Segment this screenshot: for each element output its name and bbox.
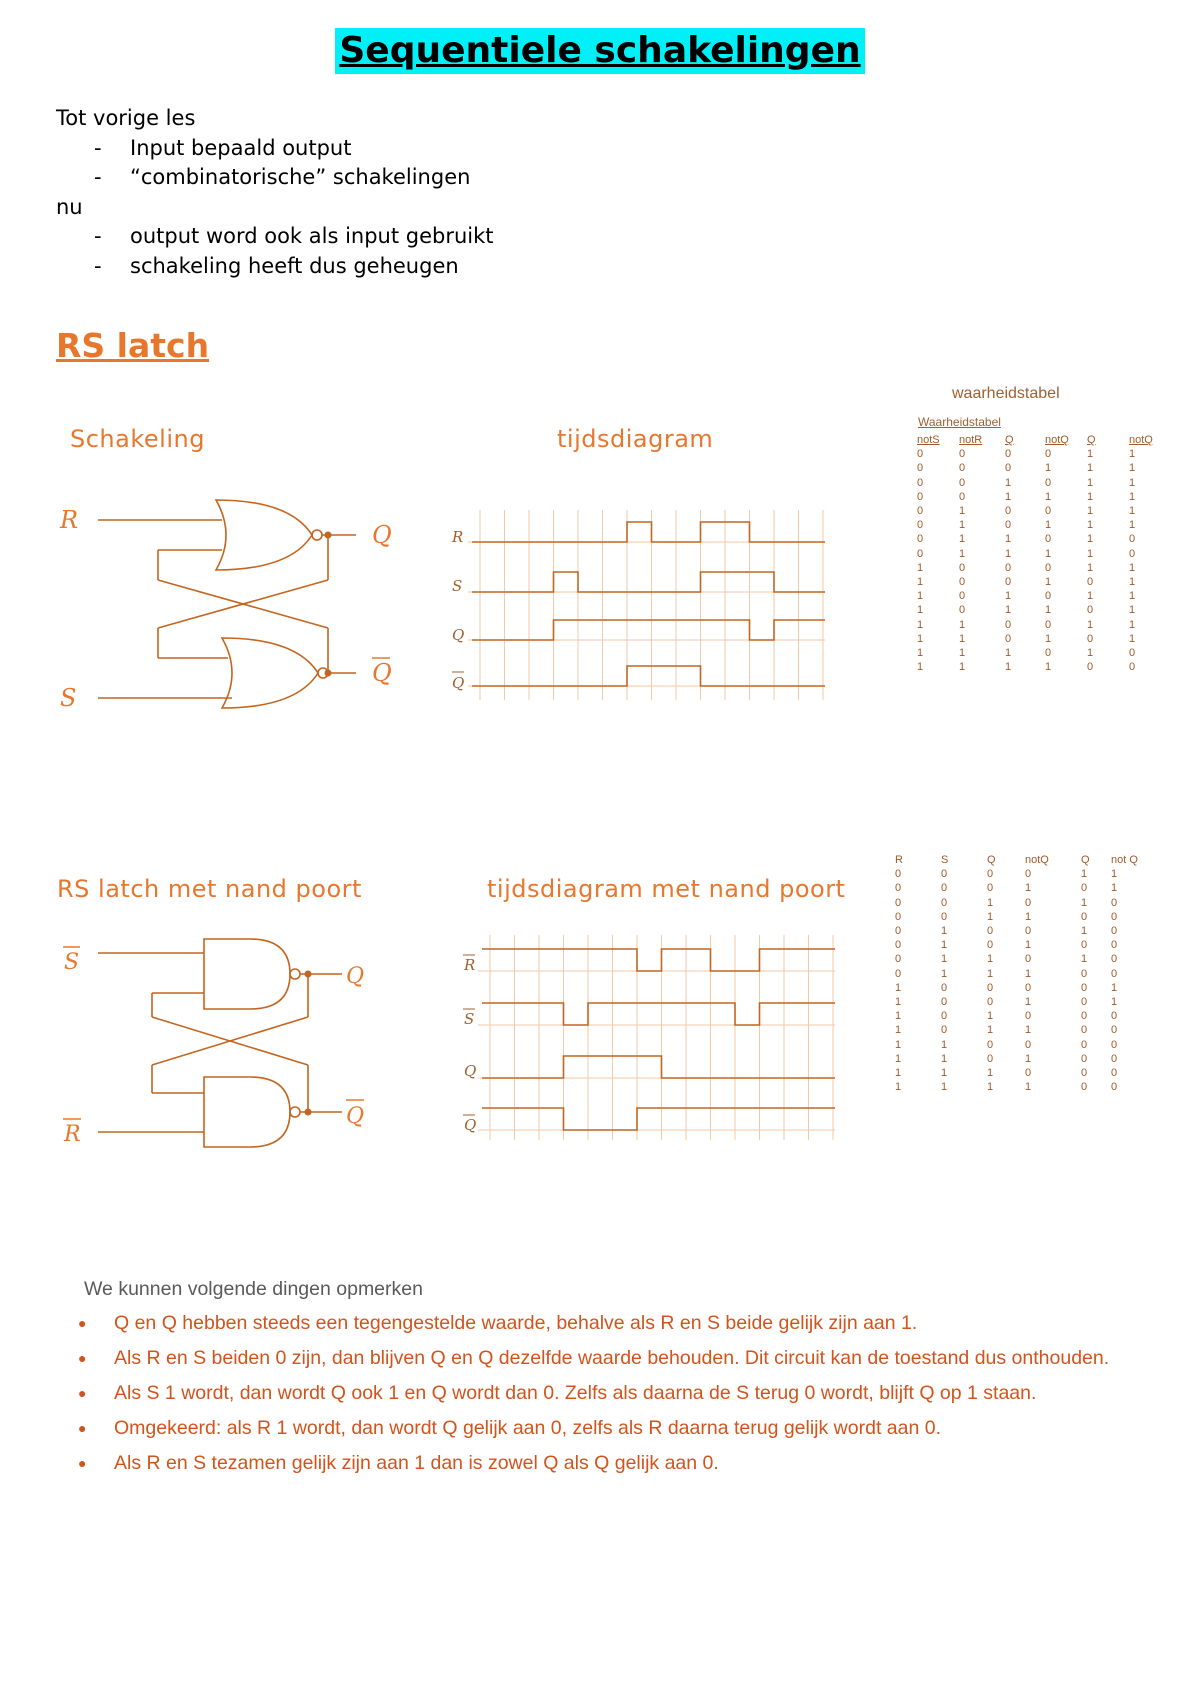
table-cell: 1: [959, 533, 966, 546]
table-cell: 1: [917, 561, 924, 574]
table-cell: 1: [1087, 476, 1094, 489]
table-row: [895, 1066, 1151, 1080]
table-row: [895, 1009, 1151, 1023]
nand-circuit-diagram: [50, 935, 400, 1155]
note-item: ● Als R en S tezamen gelijk zijn aan 1 dan is zowel Q als Q gelijk aan 0.: [84, 1450, 1174, 1476]
table-cell: 1: [959, 632, 966, 645]
table-cell: 1: [1025, 967, 1032, 980]
table-cell: 0: [1111, 925, 1118, 938]
table-cell: 1: [917, 576, 924, 589]
table-cell: 0: [1045, 618, 1052, 631]
table-cell: 1: [941, 925, 948, 938]
table-cell: 1: [959, 547, 966, 560]
table-row: [917, 547, 1169, 561]
table-header-cell: not Q: [1111, 854, 1138, 866]
table-cell: 0: [1111, 1067, 1118, 1080]
table-cell: 1: [1005, 604, 1012, 617]
nand-output-top: Q: [346, 964, 365, 989]
table-cell: 0: [1111, 967, 1118, 980]
table-cell: 0: [1045, 647, 1052, 660]
table-cell: 1: [1087, 490, 1094, 503]
intro-bullet: - output word ook als input gebruikt: [94, 224, 494, 248]
table-cell: 1: [1045, 576, 1052, 589]
table-cell: 1: [895, 1024, 902, 1037]
table-cell: 1: [1005, 490, 1012, 503]
table-cell: 0: [1129, 647, 1136, 660]
timing-waveform: [482, 1056, 835, 1078]
table-cell: 0: [1005, 632, 1012, 645]
table-cell: 0: [987, 981, 994, 994]
table-cell: 1: [917, 647, 924, 660]
nand-circuit-label: RS latch met nand poort: [57, 875, 362, 903]
table-cell: 1: [895, 1081, 902, 1094]
table-cell: 0: [941, 896, 948, 909]
table-cell: 0: [1005, 561, 1012, 574]
table-cell: 0: [1111, 1038, 1118, 1051]
table-cell: 1: [959, 618, 966, 631]
table-cell: 0: [1111, 1052, 1118, 1065]
table-cell: 1: [1045, 661, 1052, 674]
table-cell: 0: [1081, 1024, 1088, 1037]
note-item: ● Omgekeerd: als R 1 wordt, dan wordt Q gelijk aan 0, zelfs als R daarna terug gelijk wordt aan 0.: [84, 1415, 1174, 1441]
table-cell: 1: [1025, 910, 1032, 923]
timing-waveform: [482, 1108, 835, 1130]
table-cell: 0: [959, 590, 966, 603]
table-cell: 1: [941, 1038, 948, 1051]
table-cell: 1: [895, 1010, 902, 1023]
table-cell: 0: [895, 939, 902, 952]
table-cell: 0: [1111, 1010, 1118, 1023]
table-cell: 1: [1111, 981, 1118, 994]
table-cell: 0: [1045, 533, 1052, 546]
intro-bullet-text: “combinatorische” schakelingen: [130, 165, 471, 189]
table-header-cell: S: [941, 854, 949, 866]
nor-circuit-diagram: [50, 480, 410, 720]
table-row: [917, 646, 1169, 660]
table-header-cell: notQ: [1025, 854, 1049, 866]
table-cell: 0: [1045, 561, 1052, 574]
table-cell: 1: [1005, 590, 1012, 603]
nor-table-title: waarheidstabel: [952, 385, 1060, 402]
table-cell: 0: [917, 490, 924, 503]
table-cell: 0: [895, 882, 902, 895]
table-cell: 1: [987, 953, 994, 966]
table-cell: 0: [941, 1024, 948, 1037]
nor-input-bottom: S: [60, 684, 77, 712]
table-cell: 1: [1129, 505, 1136, 518]
table-cell: 0: [1045, 448, 1052, 461]
table-cell: 0: [987, 1038, 994, 1051]
table-cell: 1: [1081, 868, 1088, 881]
intro-bullet: - schakeling heeft dus geheugen: [94, 253, 459, 278]
page-title-wrap: [0, 28, 1200, 74]
intro-bullet-text: schakeling heeft dus geheugen: [130, 253, 459, 278]
table-cell: 1: [959, 661, 966, 674]
table-cell: 1: [987, 910, 994, 923]
table-cell: 0: [895, 925, 902, 938]
table-cell: 0: [895, 868, 902, 881]
timing-waveform: [472, 620, 825, 640]
table-cell: 1: [1005, 647, 1012, 660]
table-cell: 0: [1111, 910, 1118, 923]
nand-timing-label: tijdsdiagram met nand poort: [487, 875, 846, 903]
table-row: [895, 1052, 1151, 1066]
table-cell: 1: [1129, 590, 1136, 603]
table-cell: 0: [1081, 1010, 1088, 1023]
table-cell: 1: [959, 647, 966, 660]
table-cell: 0: [917, 448, 924, 461]
table-cell: 0: [987, 882, 994, 895]
table-row: [917, 476, 1169, 490]
nor-output-top: Q: [372, 521, 392, 549]
table-row: [917, 532, 1169, 546]
table-cell: 0: [1087, 661, 1094, 674]
table-cell: 1: [1045, 490, 1052, 503]
table-cell: 1: [895, 1067, 902, 1080]
table-cell: 1: [987, 1010, 994, 1023]
table-cell: 1: [1025, 1052, 1032, 1065]
timing-grid: [478, 935, 835, 1140]
table-cell: 1: [1081, 925, 1088, 938]
intro-bullet-text: output word ook als input gebruikt: [130, 224, 494, 248]
timing-waves: [472, 522, 825, 686]
intro-line-2: nu: [56, 194, 83, 219]
table-cell: 0: [1025, 1038, 1032, 1051]
table-cell: 0: [1129, 547, 1136, 560]
table-cell: 1: [1081, 896, 1088, 909]
timing-label-s: S: [452, 577, 463, 595]
table-cell: 1: [941, 953, 948, 966]
table-cell: 1: [917, 661, 924, 674]
table-cell: 0: [959, 462, 966, 475]
table-cell: 0: [959, 561, 966, 574]
timing-label-q: Q: [452, 626, 465, 644]
table-cell: 0: [1081, 996, 1088, 1009]
table-cell: 0: [1087, 632, 1094, 645]
table-cell: 1: [1025, 1081, 1032, 1094]
nand-input-top: S: [64, 950, 80, 975]
table-cell: 0: [1005, 462, 1012, 475]
table-cell: 1: [959, 505, 966, 518]
nor-output-bottom: Q: [372, 659, 392, 687]
table-cell: 1: [1087, 462, 1094, 475]
nand-output-bottom: Q: [346, 1104, 365, 1129]
table-cell: 0: [917, 476, 924, 489]
section-title: RS latch: [56, 326, 210, 365]
table-cell: 1: [917, 604, 924, 617]
table-cell: 1: [1087, 519, 1094, 532]
table-cell: 1: [1005, 547, 1012, 560]
table-cell: 0: [1005, 618, 1012, 631]
table-cell: 1: [1129, 519, 1136, 532]
table-cell: 1: [941, 1052, 948, 1065]
table-row: [895, 910, 1151, 924]
table-row: [895, 896, 1151, 910]
table-cell: 1: [917, 632, 924, 645]
table-cell: 0: [1081, 981, 1088, 994]
table-cell: 0: [895, 967, 902, 980]
table-cell: 1: [1129, 462, 1136, 475]
timing-label-q: Q: [464, 1062, 477, 1080]
table-row: [895, 981, 1151, 995]
table-cell: 1: [987, 1024, 994, 1037]
table-cell: 0: [895, 953, 902, 966]
table-row: [895, 881, 1151, 895]
intro-bullet: - Input bepaald output: [94, 135, 352, 160]
table-row: [895, 995, 1151, 1009]
table-cell: 1: [941, 967, 948, 980]
table-cell: 0: [941, 996, 948, 1009]
table-cell: 1: [1111, 882, 1118, 895]
table-header-cell: Q: [1087, 434, 1096, 446]
notes-heading: We kunnen volgende dingen opmerken: [84, 1278, 423, 1300]
table-cell: 1: [895, 1038, 902, 1051]
nor-table-subtitle: Waarheidstabel: [918, 415, 1001, 429]
table-cell: 0: [1081, 967, 1088, 980]
table-cell: 0: [1045, 590, 1052, 603]
table-cell: 1: [1005, 533, 1012, 546]
timing-waves: [482, 949, 835, 1130]
nand-input-bottom: R: [64, 1122, 81, 1147]
notes-list: [84, 1310, 1174, 1476]
table-cell: 0: [959, 448, 966, 461]
table-cell: 1: [1025, 882, 1032, 895]
table-cell: 1: [987, 1067, 994, 1080]
timing-label-r: R: [452, 528, 464, 546]
table-cell: 1: [1129, 632, 1136, 645]
table-cell: 0: [917, 519, 924, 532]
table-cell: 0: [1087, 576, 1094, 589]
table-cell: 1: [959, 519, 966, 532]
table-cell: 0: [1081, 1081, 1088, 1094]
table-cell: 0: [1025, 925, 1032, 938]
page-title: Sequentiele schakelingen: [335, 28, 864, 74]
table-cell: 1: [1129, 476, 1136, 489]
table-cell: 1: [987, 896, 994, 909]
nand-timing-diagram: [450, 925, 840, 1145]
table-cell: 0: [1005, 519, 1012, 532]
table-cell: 0: [1081, 1038, 1088, 1051]
table-cell: 0: [895, 910, 902, 923]
table-cell: 1: [1045, 632, 1052, 645]
intro-bullet-text: Input bepaald output: [130, 135, 352, 160]
table-cell: 1: [987, 967, 994, 980]
table-cell: 0: [987, 868, 994, 881]
table-cell: 0: [1111, 953, 1118, 966]
table-cell: 1: [895, 1052, 902, 1065]
table-cell: 1: [895, 996, 902, 1009]
table-cell: 1: [1129, 490, 1136, 503]
table-cell: 0: [1087, 604, 1094, 617]
timing-waveform: [482, 949, 835, 971]
table-row: [917, 575, 1169, 589]
table-cell: 0: [1025, 896, 1032, 909]
nor-truth-table: [917, 433, 1169, 674]
table-row: [895, 867, 1151, 881]
table-cell: 1: [1025, 996, 1032, 1009]
table-cell: 0: [941, 981, 948, 994]
table-cell: 1: [1087, 647, 1094, 660]
table-row: [917, 504, 1169, 518]
table-cell: 0: [917, 462, 924, 475]
table-row: [917, 447, 1169, 461]
table-row: [917, 561, 1169, 575]
table-header-cell: R: [895, 854, 903, 866]
table-header-cell: notQ: [1045, 434, 1069, 446]
table-cell: 0: [1111, 939, 1118, 952]
table-cell: 1: [1045, 462, 1052, 475]
table-header-cell: notR: [959, 434, 983, 446]
nor-input-top: R: [60, 506, 79, 534]
table-row: [917, 518, 1169, 532]
table-cell: 1: [1005, 661, 1012, 674]
notes: [84, 1278, 1174, 1485]
nor-circuit-label: Schakeling: [70, 425, 205, 453]
table-cell: 0: [1129, 661, 1136, 674]
table-row: [895, 1080, 1151, 1094]
table-cell: 0: [917, 533, 924, 546]
table-cell: 0: [1005, 448, 1012, 461]
timing-grid: [468, 510, 825, 700]
table-cell: 0: [1081, 939, 1088, 952]
timing-label-notq: Q: [464, 1116, 477, 1134]
table-row: [895, 1023, 1151, 1037]
table-cell: 1: [917, 590, 924, 603]
table-header-cell: Q: [1005, 434, 1014, 446]
table-cell: 0: [1081, 882, 1088, 895]
table-row: [917, 603, 1169, 617]
table-cell: 1: [941, 939, 948, 952]
nand-truth-table: [895, 853, 1151, 1094]
table-cell: 0: [1045, 476, 1052, 489]
table-cell: 1: [895, 981, 902, 994]
table-cell: 0: [987, 925, 994, 938]
table-header-cell: Q: [987, 854, 996, 866]
table-cell: 0: [941, 868, 948, 881]
intro: [56, 104, 494, 281]
table-cell: 1: [987, 1081, 994, 1094]
table-cell: 0: [1081, 1067, 1088, 1080]
table-cell: 0: [1025, 1067, 1032, 1080]
table-cell: 1: [1081, 953, 1088, 966]
table-cell: 0: [941, 1010, 948, 1023]
table-cell: 1: [1087, 618, 1094, 631]
table-cell: 1: [1129, 448, 1136, 461]
table-cell: 1: [1025, 1024, 1032, 1037]
table-cell: 0: [959, 490, 966, 503]
table-cell: 1: [1087, 547, 1094, 560]
table-cell: 0: [1111, 896, 1118, 909]
table-cell: 0: [959, 576, 966, 589]
table-cell: 0: [959, 476, 966, 489]
table-cell: 1: [1005, 476, 1012, 489]
table-cell: 0: [987, 996, 994, 1009]
table-row: [917, 490, 1169, 504]
table-cell: 1: [1129, 561, 1136, 574]
timing-label-r: R: [464, 956, 476, 974]
table-cell: 1: [1045, 519, 1052, 532]
table-row: [895, 938, 1151, 952]
table-cell: 1: [1129, 576, 1136, 589]
table-cell: 1: [1087, 448, 1094, 461]
table-cell: 1: [1087, 533, 1094, 546]
table-cell: 1: [1087, 561, 1094, 574]
table-cell: 0: [1005, 505, 1012, 518]
table-header-cell: notS: [917, 434, 940, 446]
table-cell: 1: [917, 618, 924, 631]
timing-waveform: [472, 572, 825, 592]
table-cell: 0: [1025, 953, 1032, 966]
table-header-cell: notQ: [1129, 434, 1153, 446]
table-cell: 0: [1025, 1010, 1032, 1023]
table-cell: 0: [987, 1052, 994, 1065]
table-cell: 0: [895, 896, 902, 909]
table-cell: 0: [1005, 576, 1012, 589]
table-cell: 0: [1025, 981, 1032, 994]
table-cell: 1: [1045, 547, 1052, 560]
note-item: ● Q en Q hebben steeds een tegengestelde waarde, behalve als R en S beide gelijk zijn aan 1.: [84, 1310, 1174, 1336]
note-item: ● Als R en S beiden 0 zijn, dan blijven Q en Q dezelfde waarde behouden. Dit circuit kan de toestand dus onthouden.: [84, 1345, 1174, 1371]
timing-waveform: [482, 1003, 835, 1025]
table-row: [917, 632, 1169, 646]
table-cell: 0: [1111, 1081, 1118, 1094]
table-cell: 0: [1025, 868, 1032, 881]
table-cell: 0: [1081, 910, 1088, 923]
nor-timing-label: tijdsdiagram: [557, 425, 714, 453]
table-row: [917, 461, 1169, 475]
table-cell: 1: [1129, 604, 1136, 617]
table-cell: 0: [959, 604, 966, 617]
table-row: [895, 924, 1151, 938]
timing-waveform: [472, 522, 825, 542]
table-cell: 0: [941, 910, 948, 923]
timing-waveform: [472, 666, 825, 686]
table-row: [895, 1038, 1151, 1052]
table-cell: 0: [1111, 1024, 1118, 1037]
table-row: [917, 589, 1169, 603]
table-cell: 1: [1111, 868, 1118, 881]
table-cell: 1: [1111, 996, 1118, 1009]
table-cell: 0: [1081, 1052, 1088, 1065]
table-cell: 0: [917, 505, 924, 518]
table-cell: 1: [941, 1067, 948, 1080]
table-cell: 1: [1087, 590, 1094, 603]
intro-line-1: Tot vorige les: [56, 106, 196, 130]
table-row: [895, 952, 1151, 966]
table-cell: 1: [1045, 604, 1052, 617]
table-cell: 0: [917, 547, 924, 560]
table-row: [917, 660, 1169, 674]
table-cell: 0: [941, 882, 948, 895]
table-cell: 0: [1129, 533, 1136, 546]
table-cell: 1: [1129, 618, 1136, 631]
table-cell: 0: [987, 939, 994, 952]
table-cell: 1: [941, 1081, 948, 1094]
timing-label-notq: Q: [452, 674, 465, 692]
table-cell: 0: [1045, 505, 1052, 518]
intro-bullet: - “combinatorische” schakelingen: [94, 165, 471, 189]
table-cell: 1: [1025, 939, 1032, 952]
table-row: [895, 967, 1151, 981]
table-cell: 1: [1087, 505, 1094, 518]
note-item: ● Als S 1 wordt, dan wordt Q ook 1 en Q wordt dan 0. Zelfs als daarna de S terug 0 wordt, blijft Q op 1 staan.: [84, 1380, 1174, 1406]
table-header-cell: Q: [1081, 854, 1090, 866]
table-row: [917, 618, 1169, 632]
nor-timing-diagram: [440, 500, 830, 705]
timing-label-s: S: [464, 1010, 475, 1028]
